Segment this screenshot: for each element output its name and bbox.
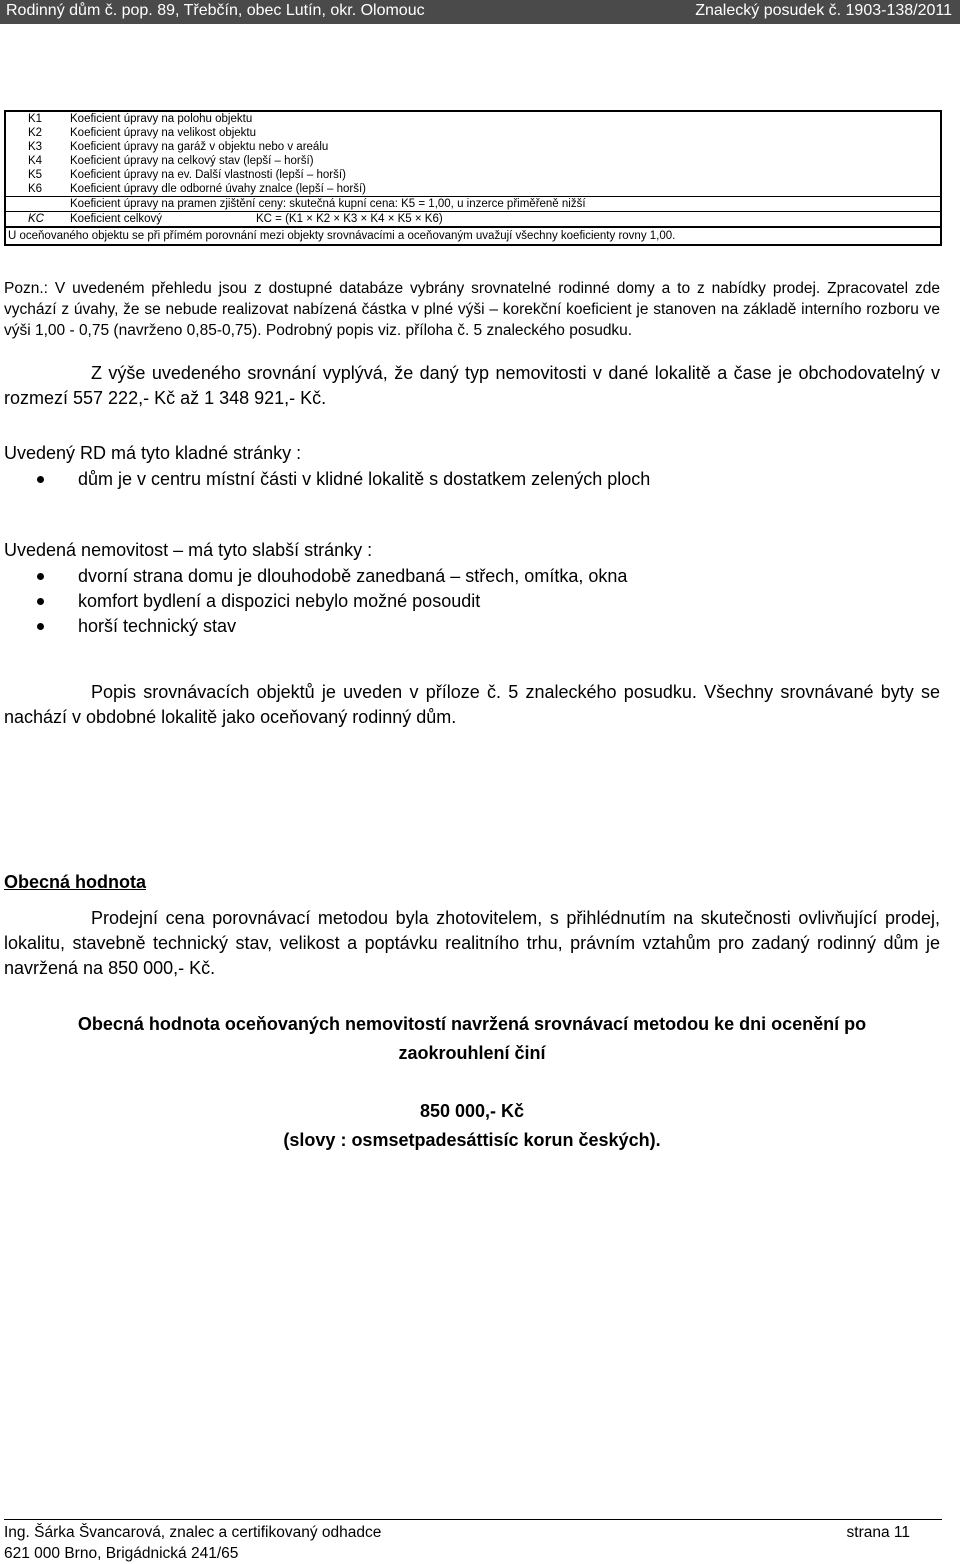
list-item (0, 614, 940, 639)
list-item-text: komfort bydlení a dispozici nebylo možné posoudit (78, 591, 481, 611)
coefficient-code: K5 (28, 169, 43, 181)
list-item (0, 564, 940, 589)
header-report-number: Znalecký posudek č. 1903-138/2011 (695, 2, 952, 19)
general-amount-block (4, 1097, 940, 1155)
negatives-list (0, 564, 940, 639)
bullet-icon (37, 476, 44, 483)
coefficient-code: K2 (28, 127, 43, 139)
general-heading: Obecná hodnota (4, 872, 147, 892)
coefficient-row (6, 126, 940, 140)
page-number: strana 11 (846, 1524, 910, 1541)
general-summary-line2: zaokrouhlení činí (398, 1043, 546, 1063)
coefficient-kc-row (6, 211, 940, 226)
footer-author: Ing. Šárka Švancarová, znalec a certifikovaný odhadce (4, 1524, 382, 1541)
positives-title: Uvedený RD má tyto kladné stránky : (4, 443, 302, 463)
coefficient-row (6, 154, 940, 168)
header-title: Rodinný dům č. pop. 89, Třebčín, obec Lutín, okr. Olomouc (6, 2, 425, 19)
general-amount-words: (slovy : osmsetpadesáttisíc korun českých). (283, 1130, 661, 1150)
bullet-icon (37, 573, 44, 580)
coefficient-desc: Koeficient úpravy na polohu objektu (70, 113, 253, 125)
kc-desc: Koeficient celkový (70, 213, 163, 225)
page-footer (4, 1522, 940, 1564)
kc-code: KC (28, 213, 44, 225)
coefficient-desc: Koeficient úpravy na ev. Další vlastnosti (lepší – horší) (70, 169, 346, 181)
coefficient-row (6, 140, 940, 154)
coefficient-footnote: U oceňovaného objektu se při přímém porovnání mezi objekty srovnávacími a oceňovaným uvažují všechny koeficienty rovny 1,00. (6, 226, 940, 244)
coefficient-table (4, 110, 942, 246)
bullet-icon (37, 623, 44, 630)
coefficient-source-row (6, 196, 940, 211)
coefficient-code: K6 (28, 183, 43, 195)
coefficient-code: K3 (28, 141, 43, 153)
negatives-title: Uvedená nemovitost – má tyto slabší stránky : (4, 540, 373, 560)
positives-list (0, 467, 940, 492)
general-paragraph: Prodejní cena porovnávací metodou byla zhotovitelem, s přihlédnutím na skutečnosti ovlivňující prodej, lokalitu, stavebně technický stav, velikost a poptávku realitního trhu, právním vztahům pro zadaný rodinný dům je navržená na 850 000,- Kč. (4, 908, 940, 978)
general-summary (4, 1010, 940, 1068)
list-item-text: dvorní strana domu je dlouhodobě zanedbaná – střech, omítka, okna (78, 566, 628, 586)
coefficient-source-note: Koeficient úpravy na pramen zjištění ceny: skutečná kupní cena: K5 = 1,00, u inzerce přiměřeně nižší (70, 198, 586, 210)
general-summary-line1: Obecná hodnota oceňovaných nemovitostí navržená srovnávací metodou ke dni ocenění po (77, 1014, 867, 1034)
page-header (0, 0, 960, 24)
coefficient-row (6, 168, 940, 182)
coefficient-desc: Koeficient úpravy na garáž v objektu nebo v areálu (70, 141, 329, 153)
coefficient-desc: Koeficient úpravy na velikost objektu (70, 127, 257, 139)
coefficient-code: K4 (28, 155, 43, 167)
list-item-text: dům je v centru místní části v klidné lokalitě s dostatkem zelených ploch (78, 469, 651, 489)
coefficient-row (6, 182, 940, 196)
pozn-paragraph: Pozn.: V uvedeném přehledu jsou z dostupné databáze vybrány srovnatelné rodinné domy a to z nabídky prodej. Zpracovatel zde vychází z úvahy, že se nebude realizovat nabízená částka v plné výši – korekční koeficient je stanoven na základě interního rozboru ve výši 1,00 - 0,75 (navrženo 0,85-0,75). Podrobný popis viz. příloha č. 5 znaleckého posudku. (4, 280, 940, 339)
coefficient-row (6, 112, 940, 126)
coefficient-desc: Koeficient úpravy dle odborné úvahy znalce (lepší – horší) (70, 183, 366, 195)
kc-formula: KC = (K1 × K2 × K3 × K4 × K5 × K6) (256, 213, 443, 225)
coefficient-desc: Koeficient úpravy na celkový stav (lepší – horší) (70, 155, 314, 167)
list-item-text: horší technický stav (78, 616, 237, 636)
list-item (0, 589, 940, 614)
list-item (0, 467, 940, 492)
coefficient-code: K1 (28, 113, 43, 125)
general-amount: 850 000,- Kč (419, 1101, 525, 1121)
footer-address: 621 000 Brno, Brigádnická 241/65 (4, 1545, 239, 1562)
conclusion-paragraph: Z výše uvedeného srovnání vyplývá, že daný typ nemovitosti v dané lokalitě a čase je obchodovatelný v rozmezí 557 222,- Kč až 1 348 921,- Kč. (4, 363, 940, 408)
popis-paragraph: Popis srovnávacích objektů je uveden v příloze č. 5 znaleckého posudku. Všechny srovnávané byty se nachází v obdobné lokalitě jako oceňovaný rodinný dům. (4, 682, 940, 727)
bullet-icon (37, 598, 44, 605)
footer-divider (4, 1519, 942, 1520)
